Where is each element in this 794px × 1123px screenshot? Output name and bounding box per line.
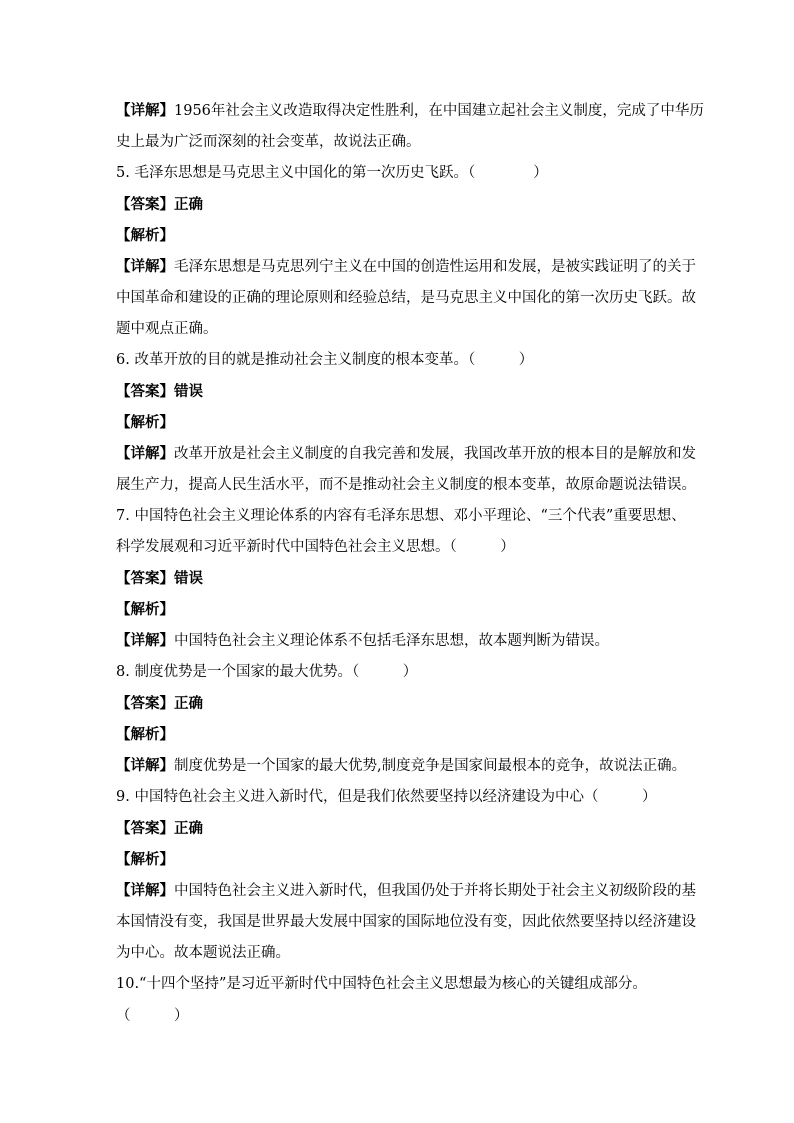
detail-label: 【详解】 — [116, 883, 174, 899]
analysis-label: 【解析】 — [116, 727, 174, 743]
question-line: 10.“十四个坚持”是习近平新时代中国特色社会主义思想最为核心的关键组成部分。 — [116, 976, 647, 992]
analysis-label: 【解析】 — [116, 602, 174, 618]
detail-label: 【详解】 — [116, 259, 174, 275]
detail-label: 【详解】 — [116, 758, 174, 774]
text-line: 题中观点正确。 — [116, 321, 218, 337]
answer-line: 【答案】错误 — [116, 384, 203, 400]
question-line: （ ） — [116, 1008, 189, 1024]
text-line: 为中心。故本题说法正确。 — [116, 945, 290, 961]
analysis-label: 【解析】 — [116, 415, 174, 431]
answer-line: 【答案】正确 — [116, 197, 203, 213]
text-line: 【详解】1956年社会主义改造取得决定性胜利，在中国建立起社会主义制度，完成了中华历 — [116, 103, 704, 119]
text-line: 【详解】中国特色社会主义进入新时代，但我国仍处于并将长期处于社会主义初级阶段的基 — [116, 883, 696, 899]
text-line: 【详解】中国特色社会主义理论体系不包括毛泽东思想，故本题判断为错误。 — [116, 633, 609, 649]
answer-line: 【答案】正确 — [116, 821, 203, 837]
detail-label: 【详解】 — [116, 633, 174, 649]
text-line: 展生产力，提高人民生活水平，而不是推动社会主义制度的根本变革，故原命题说法错误。 — [116, 477, 696, 493]
text-line: 【详解】改革开放是社会主义制度的自我完善和发展，我国改革开放的根本目的是解放和发 — [116, 446, 696, 462]
analysis-label: 【解析】 — [116, 852, 174, 868]
question-line: 6. 改革开放的目的就是推动社会主义制度的根本变革。（ ） — [116, 352, 534, 368]
text-line: 【详解】毛泽东思想是马克思列宁主义在中国的创造性运用和发展，是被实践证明了的关于 — [116, 259, 696, 275]
text-line: 史上最为广泛而深刻的社会变革，故说法正确。 — [116, 134, 421, 150]
text-line: 中国革命和建设的正确的理论原则和经验总结，是马克思主义中国化的第一次历史飞跃。故 — [116, 290, 696, 306]
answer-line: 【答案】正确 — [116, 696, 203, 712]
question-line: 8. 制度优势是一个国家的最大优势。（ ） — [116, 664, 418, 680]
question-line: 科学发展观和习近平新时代中国特色社会主义思想。（ ） — [116, 539, 515, 555]
question-line: 7. 中国特色社会主义理论体系的内容有毛泽东思想、邓小平理论、“三个代表”重要思想、 — [116, 508, 686, 524]
detail-label: 【详解】 — [116, 446, 174, 462]
answer-line: 【答案】错误 — [116, 571, 203, 587]
question-line: 9. 中国特色社会主义进入新时代，但是我们依然要坚持以经济建设为中心（ ） — [116, 789, 657, 805]
text-line: 本国情没有变，我国是世界最大发展中国家的国际地位没有变，因此依然要坚持以经济建设 — [116, 914, 696, 930]
question-line: 5. 毛泽东思想是马克思主义中国化的第一次历史飞跃。（ ） — [116, 165, 548, 181]
analysis-label: 【解析】 — [116, 228, 174, 244]
text-line: 【详解】制度优势是一个国家的最大优势,制度竞争是国家间最根本的竞争，故说法正确。 — [116, 758, 687, 774]
